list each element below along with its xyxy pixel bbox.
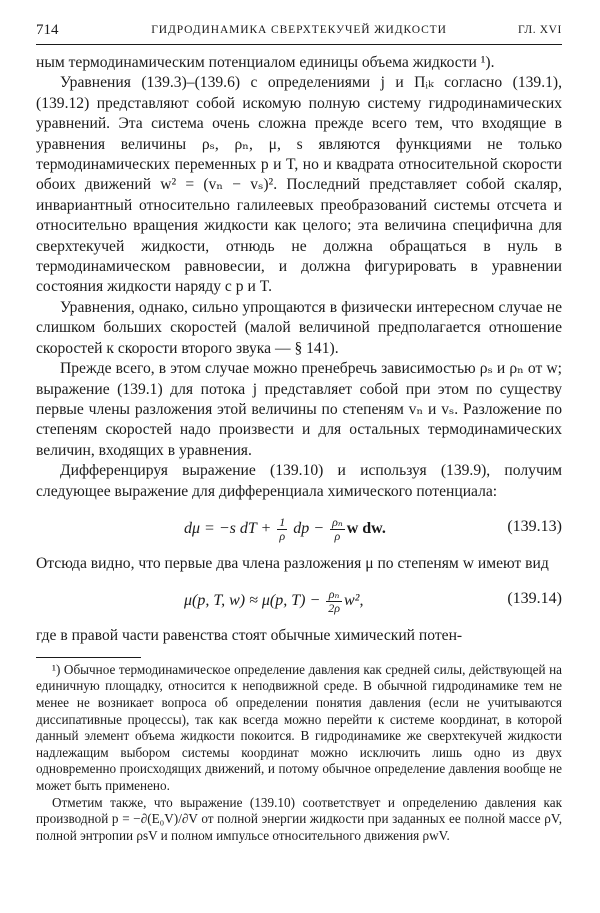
paragraph-5: Дифференцируя выражение (139.10) и используя (139.9), получим следующее выражение для дифференциала химического потенциала: bbox=[36, 462, 562, 500]
frac-den: ρ bbox=[279, 528, 286, 543]
eq-lhs: dμ = −s dT + bbox=[184, 520, 276, 538]
paragraph-7: где в правой части равенства стоят обычные химический потен- bbox=[36, 627, 463, 645]
eq-lhs: μ(p, T, w) ≈ μ(p, T) − bbox=[184, 592, 325, 610]
paragraph-6: Отсюда видно, что первые два члена разложения μ по степеням w имеют вид bbox=[36, 554, 549, 572]
chapter-label: ГЛ. XVI bbox=[518, 24, 562, 36]
eq-rhs: w dw. bbox=[346, 520, 386, 538]
fraction-1-over-rho bbox=[277, 516, 287, 543]
frac-num: ρₙ bbox=[326, 588, 342, 602]
footnote-1: ¹) Обычное термодинамическое определение давления как средней силы, действующей на единичную площадку, относится к неподвижной среде. В обычной гидродинамике тем не менее не возникает вопроса об определении понятия давления (если не учитываются диссипативные процессы), так как всегда можно перейти к системе координат, в которой данный элемент объема жидкости покоится. В гидродинамике же сверхтекучей жидкости надлежащим выбором системы координат можно исключить лишь одно из двух одновременно происходящих движений, и потому обычное определение давления вообще не может быть применено. bbox=[36, 661, 562, 793]
page-number: 714 bbox=[36, 22, 59, 38]
footnote-rule bbox=[36, 657, 141, 658]
eq-rhs: w², bbox=[344, 592, 364, 610]
fraction-rhon-over-rho bbox=[330, 516, 345, 543]
paragraph-3: Уравнения, однако, сильно упрощаются в физически интересном случае не слишком больших скоростей (малой величиной предполагается отношение скоростей к скорости второго звука — § 141). bbox=[36, 298, 562, 357]
footnote-1-continued: Отметим также, что выражение (139.10) соответствует и определению давления как производной p = −∂(E₀V)/∂V от полной энергии жидкости при заданных ее полной массе ρV, полной энтропии ρsV и полном импульсе относительного движения ρwV. bbox=[36, 794, 562, 843]
equation-number: (139.13) bbox=[507, 517, 562, 535]
header-rule bbox=[36, 44, 562, 45]
fraction-rhon-over-2rho bbox=[326, 588, 342, 615]
paragraph-4: Прежде всего, в этом случае можно пренебречь зависимостью ρₛ и ρₙ от w; выражение (139.1) для потока j представляет собой при этом по существу первые члены разложения этой величины по степеням vₙ и vₛ. Разложение по степеням скоростей надо произвести и для остальных термодинамических величин, входящих в уравнения. bbox=[36, 360, 562, 459]
equation-139-14 bbox=[36, 580, 562, 620]
equation-body bbox=[184, 516, 386, 543]
equation-body bbox=[184, 588, 363, 615]
frac-den: ρ bbox=[334, 528, 341, 543]
equation-number: (139.14) bbox=[507, 590, 562, 608]
frac-den: 2ρ bbox=[328, 601, 340, 616]
eq-mid: dp − bbox=[289, 520, 329, 538]
equation-139-13 bbox=[36, 508, 562, 548]
book-page bbox=[36, 22, 562, 844]
paragraph-1: ным термодинамическим потенциалом единицы объема жидкости ¹). bbox=[36, 54, 495, 71]
running-title: ГИДРОДИНАМИКА СВЕРХТЕКУЧЕЙ ЖИДКОСТИ bbox=[151, 24, 447, 36]
running-header bbox=[36, 22, 562, 44]
frac-num: 1 bbox=[279, 514, 286, 529]
paragraph-2: Уравнения (139.3)–(139.6) с определениями j и Πᵢₖ согласно (139.1), (139.12) представляют собой искомую полную систему гидродинамических уравнений. Эта система очень сложна прежде всего тем, что входящие в уравнения величины ρₛ, ρₙ, μ, s являются функциями не только термодинамических переменных p и T, но и квадрата относительной скорости обоих движений w² = (vₙ − vₛ)². Последний представляет собой скаляр, инвариантный относительно галилеевых преобразований системы отсчета и относительно вращения жидкости как целого; эта величина специфична для сверхтекучей жидкости, отнюдь не должна обращаться в нуль в термодинамическом равновесии, и должна фигурировать в уравнении состояния жидкости наряду с p и T. bbox=[36, 74, 562, 296]
frac-num: ρₙ bbox=[332, 514, 343, 529]
footnotes bbox=[36, 662, 562, 845]
